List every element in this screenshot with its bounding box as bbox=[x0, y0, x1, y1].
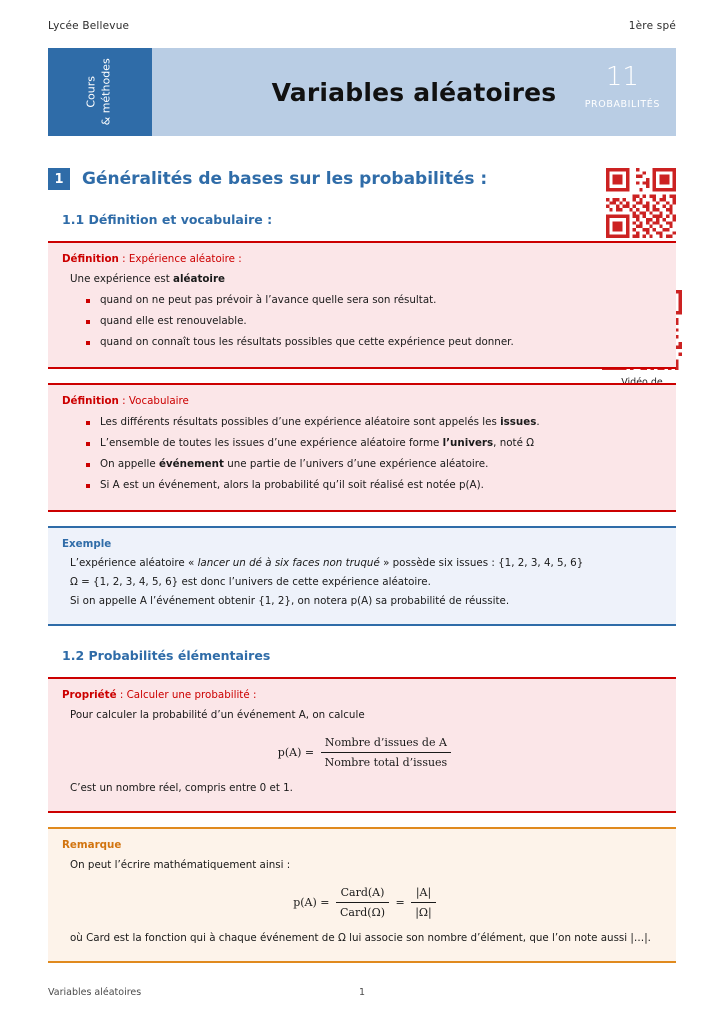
property-box-body bbox=[62, 708, 662, 797]
remark-formula-fraction-2 bbox=[411, 884, 436, 921]
banner-tab-line2: & méthodes bbox=[100, 58, 113, 126]
list-item-post: , noté Ω bbox=[493, 436, 535, 449]
example-line-1-italic: lancer un dé à six faces non truqué bbox=[197, 557, 380, 570]
header-school: Lycée Bellevue bbox=[48, 20, 130, 32]
remark-box-head: Remarque bbox=[62, 839, 122, 852]
example-box bbox=[48, 526, 676, 627]
page-header bbox=[48, 0, 676, 32]
property-line-1: Pour calculer la probabilité d’un événement A, on calcule bbox=[70, 709, 365, 722]
definition-box-2-body bbox=[62, 415, 662, 494]
banner-main bbox=[152, 48, 676, 136]
remark-formula-lhs: p(A) = bbox=[293, 896, 330, 910]
definition-box-1-head bbox=[62, 252, 662, 268]
definition-box-2-subtitle: : Vocabulaire bbox=[118, 394, 189, 407]
definition-intro-bold: aléatoire bbox=[173, 272, 226, 285]
definition-keyword: Définition bbox=[62, 394, 119, 407]
definition-box-1 bbox=[48, 241, 676, 369]
section-title: Généralités de bases sur les probabilités : bbox=[82, 169, 488, 189]
property-box bbox=[48, 677, 676, 813]
list-item-bold: l’univers bbox=[442, 436, 494, 449]
remark-line-2: où Card est la fonction qui à chaque événement de Ω lui associe son nombre d’élément, que l’on note aussi |…|. bbox=[70, 932, 651, 945]
example-line-1-post: » possède six issues : {1, 2, 3, 4, 5, 6} bbox=[379, 557, 584, 570]
remark-box-body bbox=[62, 858, 662, 947]
list-item-bold: issues bbox=[500, 415, 537, 428]
section-heading bbox=[48, 168, 676, 190]
definition-box-1-list bbox=[70, 293, 662, 351]
list-item-pre: Si A est un événement, alors la probabilité qu’il soit réalisé est notée p(A). bbox=[100, 478, 484, 491]
property-formula-fraction bbox=[321, 734, 452, 771]
list-item-pre: On appelle bbox=[100, 457, 159, 470]
property-formula-numerator: Nombre d’issues de A bbox=[321, 734, 452, 753]
chapter-subject: PROBABILITÉS bbox=[584, 99, 660, 110]
title-banner bbox=[48, 48, 676, 136]
list-item: quand on ne peut pas prévoir à l’avance quelle sera son résultat. bbox=[86, 293, 662, 309]
definition-keyword: Définition bbox=[62, 253, 119, 265]
page-title: Variables aléatoires bbox=[271, 77, 557, 107]
example-line-1 bbox=[70, 556, 662, 572]
remark-formula-fraction-1 bbox=[336, 884, 389, 921]
remark-formula-denominator-2: |Ω| bbox=[415, 906, 432, 920]
definition-box-1-intro bbox=[70, 272, 662, 288]
property-line-2: C’est un nombre réel, compris entre 0 et 1. bbox=[70, 782, 293, 795]
banner-chapter-info bbox=[585, 64, 660, 110]
remark-formula-denominator-1: Card(Ω) bbox=[340, 906, 385, 920]
list-item bbox=[86, 415, 662, 431]
page-footer bbox=[48, 987, 676, 998]
list-item-post: . bbox=[536, 415, 540, 428]
list-item bbox=[86, 457, 662, 473]
list-item: quand elle est renouvelable. bbox=[86, 314, 662, 330]
property-box-head bbox=[62, 688, 662, 704]
chapter-number: 11 bbox=[605, 62, 639, 92]
property-formula bbox=[70, 734, 662, 771]
definition-box-2-list bbox=[70, 415, 662, 494]
header-level: 1ère spé bbox=[628, 20, 676, 32]
subsection-1-2: 1.2 Probabilités élémentaires bbox=[62, 648, 271, 664]
footer-title: Variables aléatoires bbox=[48, 987, 142, 998]
list-item-pre: L’ensemble de toutes les issues d’une expérience aléatoire forme bbox=[100, 436, 443, 449]
example-line-2: Ω = {1, 2, 3, 4, 5, 6} est donc l’univers de cette expérience aléatoire. bbox=[70, 576, 431, 589]
list-item-post: une partie de l’univers d’une expérience aléatoire. bbox=[223, 457, 489, 470]
definition-box-1-body bbox=[62, 272, 662, 351]
definition-box-2-head bbox=[62, 394, 662, 410]
subsection-1-1: 1.1 Définition et vocabulaire : bbox=[62, 212, 273, 227]
remark-box bbox=[48, 827, 676, 963]
section-number-badge: 1 bbox=[48, 168, 70, 190]
remark-formula bbox=[70, 884, 662, 921]
definition-box-2 bbox=[48, 383, 676, 512]
property-formula-denominator: Nombre total d’issues bbox=[324, 756, 448, 770]
property-formula-lhs: p(A) = bbox=[277, 746, 315, 760]
banner-tab bbox=[48, 48, 152, 136]
remark-line-1: On peut l’écrire mathématiquement ainsi : bbox=[70, 859, 291, 872]
qr-code-podcast-icon[interactable] bbox=[606, 168, 676, 238]
list-item bbox=[86, 436, 662, 452]
list-item: quand on connaît tous les résultats possibles que cette expérience peut donner. bbox=[86, 335, 662, 351]
definition-box-1-subtitle: : Expérience aléatoire : bbox=[118, 253, 242, 265]
remark-formula-equals: = bbox=[395, 896, 405, 910]
property-keyword: Propriété bbox=[62, 689, 117, 702]
remark-formula-numerator-2: |A| bbox=[411, 884, 436, 903]
example-line-1-pre: L’expérience aléatoire « bbox=[70, 557, 198, 570]
property-box-subtitle: : Calculer une probabilité : bbox=[116, 689, 257, 702]
example-box-head: Exemple bbox=[62, 537, 112, 550]
definition-intro-pre: Une expérience est bbox=[70, 272, 174, 285]
list-item-pre: Les différents résultats possibles d’une expérience aléatoire sont appelés les bbox=[100, 415, 501, 428]
example-line-3: Si on appelle A l’événement obtenir {1, 2}, on notera p(A) sa probabilité de réussite. bbox=[70, 595, 510, 608]
banner-tab-line1: Cours bbox=[85, 76, 99, 108]
list-item-bold: événement bbox=[158, 457, 224, 470]
list-item bbox=[86, 478, 662, 494]
footer-page-number: 1 bbox=[358, 987, 366, 998]
remark-formula-numerator-1: Card(A) bbox=[336, 884, 389, 903]
example-box-body bbox=[62, 556, 662, 610]
